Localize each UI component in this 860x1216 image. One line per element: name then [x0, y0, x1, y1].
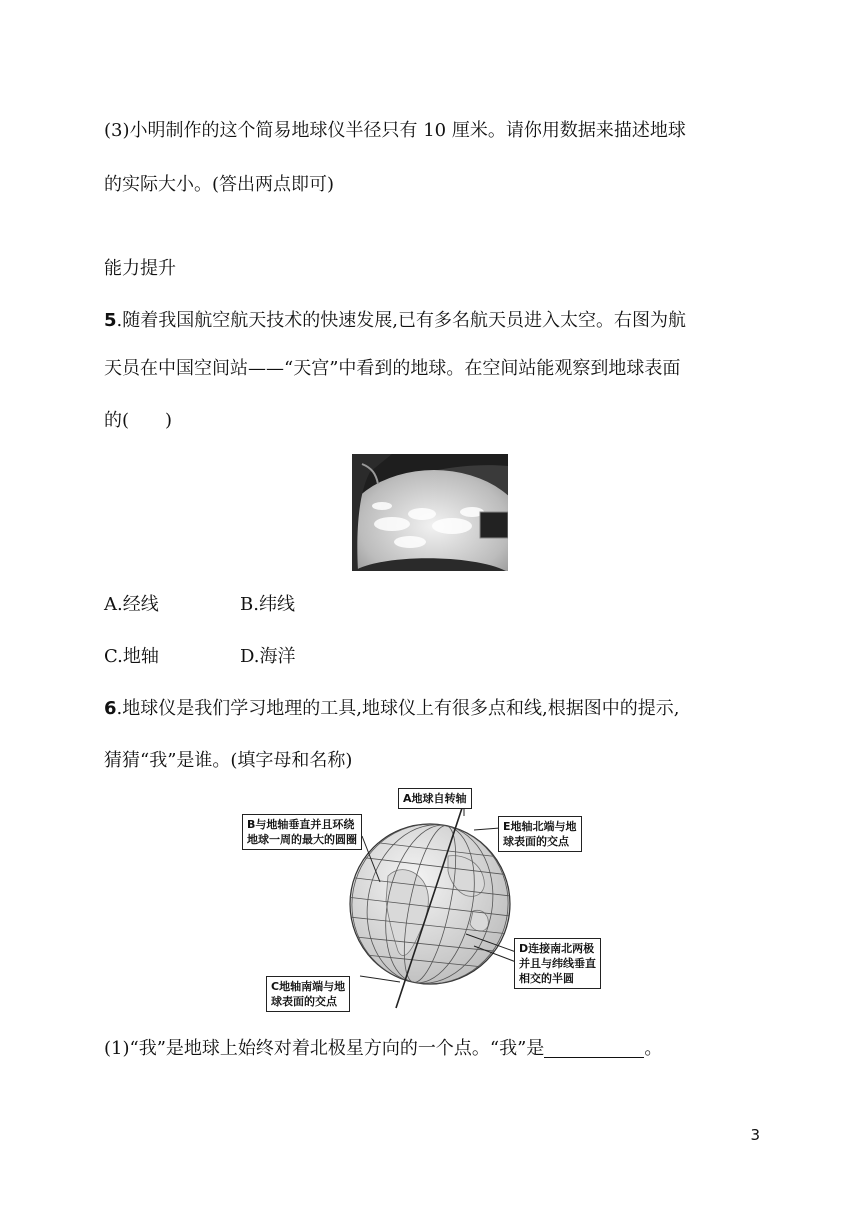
q5-number: 5 [104, 310, 117, 331]
globe-figure [238, 786, 622, 1018]
q5-line3: 的( ) [104, 410, 173, 431]
callout-c [266, 976, 350, 1012]
q4-sub3-line2: 的实际大小。(答出两点即可) [104, 174, 335, 195]
q5-option-b: B.纬线 [240, 594, 295, 615]
q6-sub1 [104, 1036, 662, 1062]
q6-number: 6 [104, 698, 117, 719]
callout-b-line2: 地球一周的最大的圆圈 [247, 833, 357, 846]
q6-sub1-text: (1)“我”是地球上始终对着北极星方向的一个点。“我”是 [104, 1038, 545, 1059]
q5-option-a: A.经线 [104, 594, 159, 615]
callout-b [242, 814, 362, 850]
callout-c-line1: C地轴南端与地 [271, 980, 346, 993]
q4-sub3-line1: (3)小明制作的这个简易地球仪半径只有 10 厘米。请你用数据来描述地球 [104, 120, 686, 141]
callout-d-line3: 相交的半圆 [519, 972, 574, 985]
q6-sub1-end: 。 [644, 1038, 663, 1059]
callout-a-text: A地球自转轴 [403, 792, 467, 805]
q5-line2: 天员在中国空间站——“天宫”中看到的地球。在空间站能观察到地球表面 [104, 358, 681, 379]
q6-text1: .地球仪是我们学习地理的工具,地球仪上有很多点和线,根据图中的提示, [116, 698, 680, 719]
q5-option-c: C.地轴 [104, 646, 159, 667]
callout-e-line1: E地轴北端与地 [503, 820, 577, 833]
q5-line1 [104, 308, 686, 334]
callout-d [514, 938, 601, 989]
q6-line2: 猜猜“我”是谁。(填字母和名称) [104, 750, 353, 771]
page-number: 3 [750, 1126, 760, 1144]
q5-option-d: D.海洋 [240, 646, 296, 667]
callout-e [498, 816, 582, 852]
callout-e-line2: 球表面的交点 [503, 835, 569, 848]
callout-d-line2: 并且与纬线垂直 [519, 957, 596, 970]
callout-d-line1: D连接南北两极 [519, 942, 595, 955]
q6-line1 [104, 696, 679, 722]
section-heading: 能力提升 [104, 258, 176, 279]
callout-a [398, 788, 472, 809]
answer-blank[interactable] [544, 1037, 644, 1058]
q5-text1: .随着我国航空航天技术的快速发展,已有多名航天员进入太空。右图为航 [116, 310, 686, 331]
callout-c-line2: 球表面的交点 [271, 995, 337, 1008]
callout-b-line1: B与地轴垂直并且环绕 [247, 818, 355, 831]
earth-from-station-photo [352, 454, 508, 571]
